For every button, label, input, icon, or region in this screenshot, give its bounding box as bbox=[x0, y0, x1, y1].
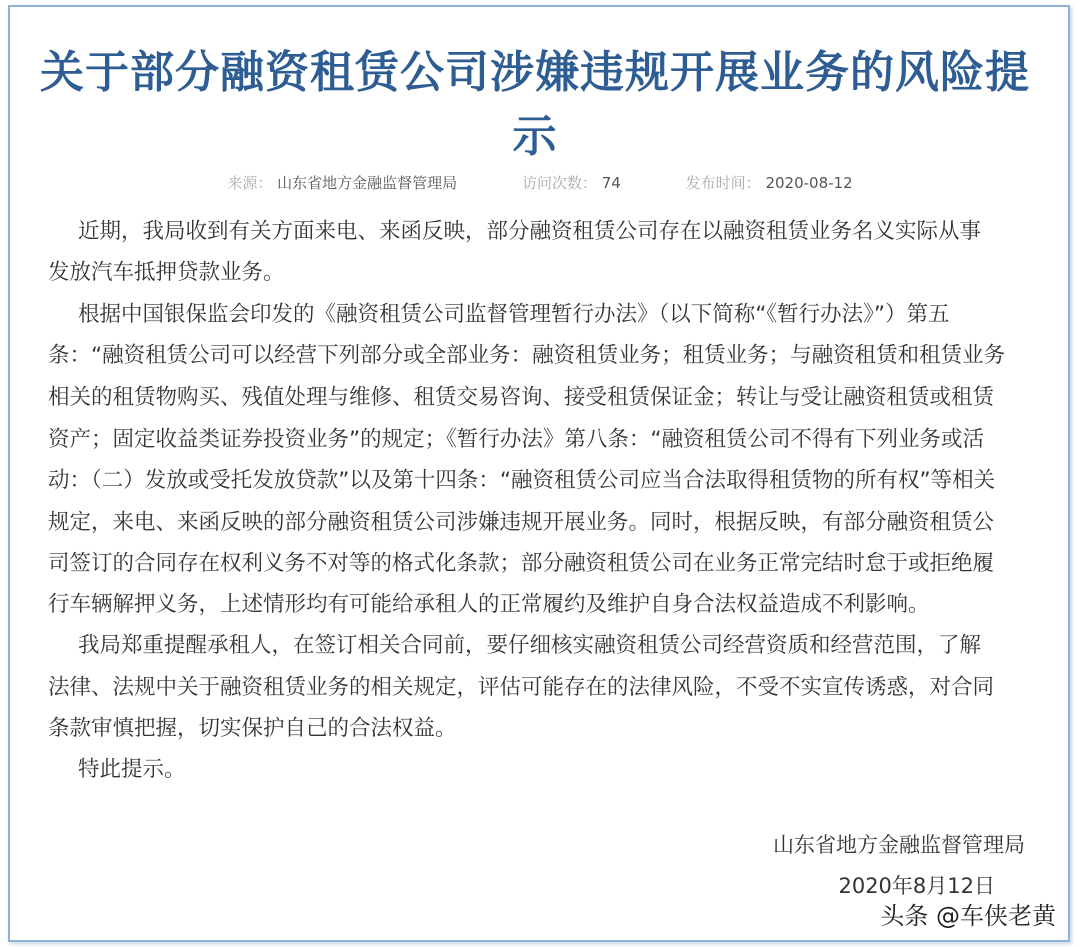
body-line: 规定，来电、来函反映的部分融资租赁公司涉嫌违规开展业务。同时，根据反映，有部分融资租赁公 bbox=[48, 510, 995, 535]
body-line: 特此提示。 bbox=[78, 757, 186, 782]
article-title-line-1: 关于部分融资租赁公司涉嫌违规开展业务的风险提 bbox=[40, 47, 1030, 98]
body-line: 条款审慎把握，切实保护自己的合法权益。 bbox=[48, 716, 457, 741]
source-label: 来源： bbox=[227, 174, 273, 192]
signature-date: 2020年8月12日 bbox=[838, 874, 995, 898]
body-line: 近期，我局收到有关方面来电、来函反映，部分融资租赁公司存在以融资租赁业务名义实际从事 bbox=[78, 219, 982, 244]
body-line: 发放汽车抵押贷款业务。 bbox=[48, 260, 285, 285]
body-line: 根据中国银保监会印发的《融资租赁公司监督管理暂行办法》（以下简称“《暂行办法》”）第五 bbox=[78, 302, 950, 327]
watermark: 头条 @车侠老黄 bbox=[880, 902, 1056, 930]
visits-value: 74 bbox=[601, 174, 621, 192]
source-value: 山东省地方金融监督管理局 bbox=[277, 174, 458, 192]
date-label: 发布时间： bbox=[685, 174, 761, 192]
body-line: 我局郑重提醒承租人，在签订相关合同前，要仔细核实融资租赁公司经营资质和经营范围，了解 bbox=[78, 633, 982, 658]
body-line: 法律、法规中关于融资租赁业务的相关规定，评估可能存在的法律风险，不受不实宣传诱惑，对合同 bbox=[48, 675, 995, 700]
body-line: 资产；固定收益类证券投资业务”的规定；《暂行办法》第八条：“融资租赁公司不得有下列业务或活 bbox=[48, 427, 985, 452]
body-line: 相关的租赁物购买、残值处理与维修、租赁交易咨询、接受租赁保证金；转让与受让融资租赁或租赁 bbox=[48, 385, 995, 410]
body-line: 司签订的合同存在权利义务不对等的格式化条款；部分融资租赁公司在业务正常完结时怠于或拒绝履 bbox=[48, 551, 995, 576]
date-value: 2020-08-12 bbox=[765, 174, 853, 192]
visits-label: 访问次数： bbox=[521, 174, 597, 192]
body-line: 条：“融资租赁公司可以经营下列部分或全部业务：融资租赁业务；租赁业务；与融资租赁和租赁业务 bbox=[48, 343, 1006, 368]
body-line: 行车辆解押义务，上述情形均有可能给承租人的正常履约及维护自身合法权益造成不利影响。 bbox=[48, 592, 930, 617]
article-title-line-2: 示 bbox=[512, 111, 558, 162]
signature-issuer: 山东省地方金融监督管理局 bbox=[773, 833, 1025, 857]
body-line: 动：（二）发放或受托发放贷款”以及第十四条：“融资租赁公司应当合法取得租赁物的所有权”等相关 bbox=[48, 468, 996, 493]
article-meta bbox=[0, 172, 1080, 193]
